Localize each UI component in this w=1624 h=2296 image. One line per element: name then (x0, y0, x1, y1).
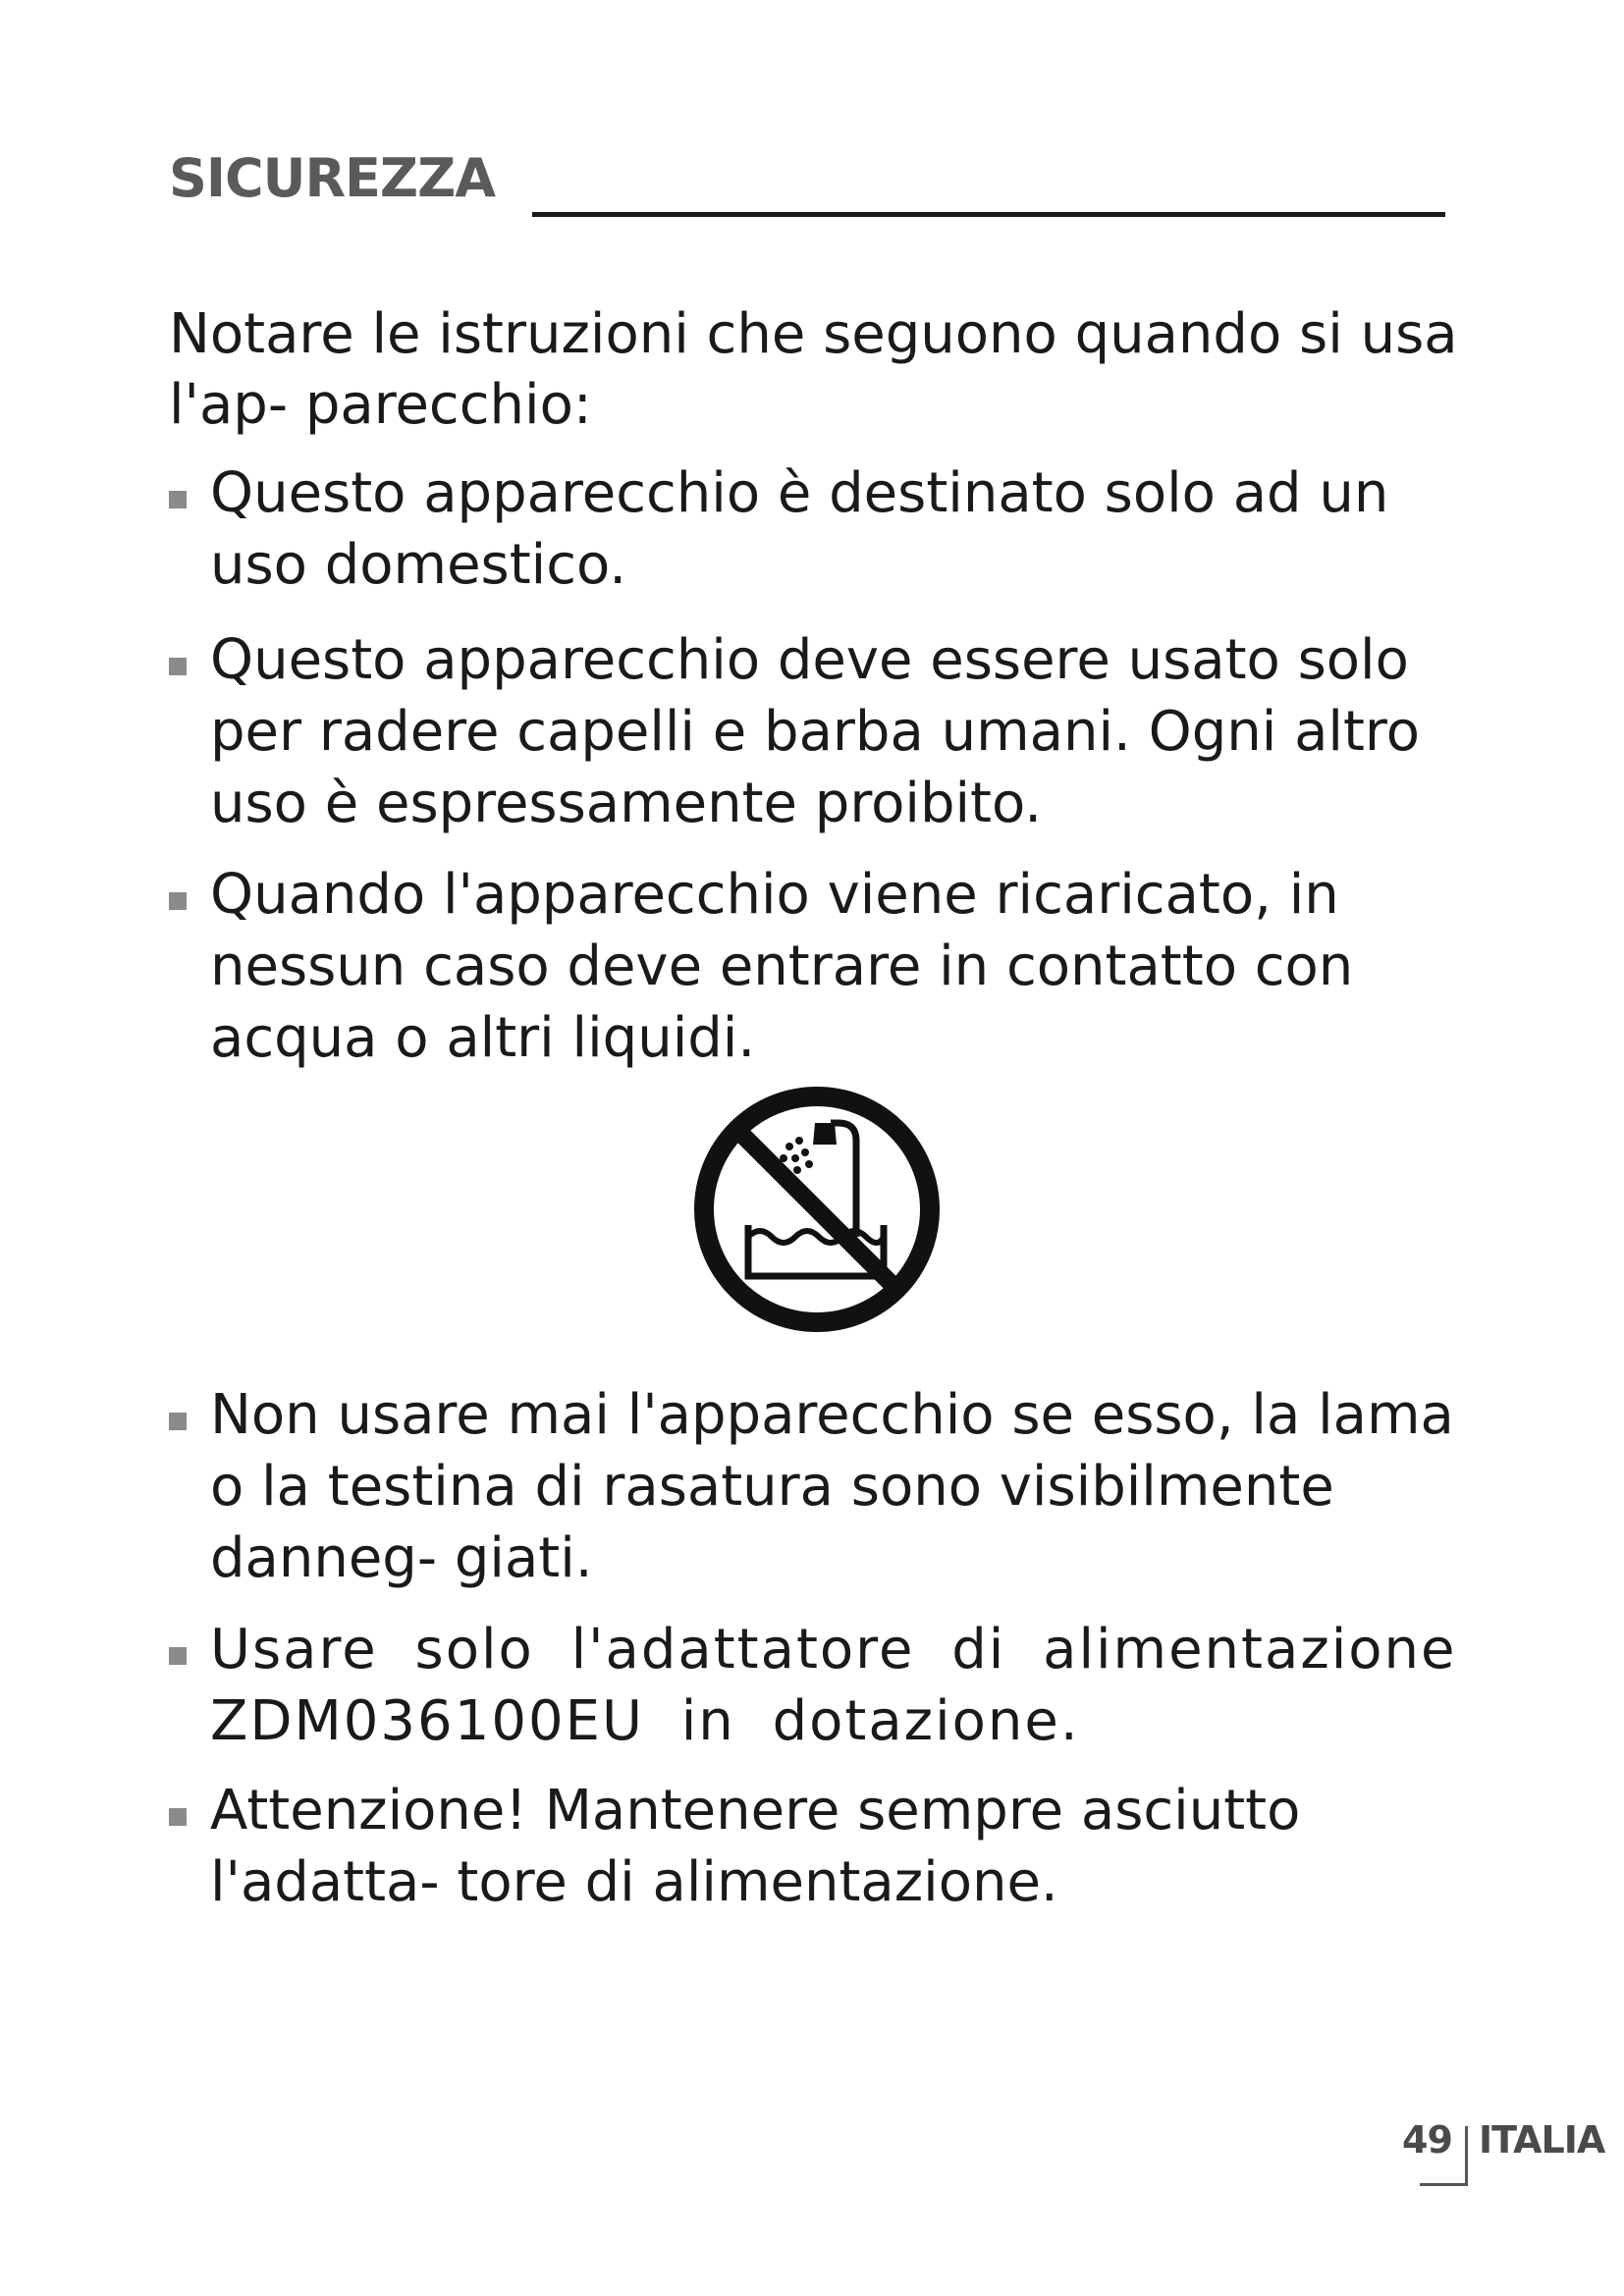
list-item (169, 1379, 1485, 1594)
intro-paragraph: Notare le istruzioni che seguono quando si usa l'ap- parecchio: (169, 302, 1458, 437)
no-water-contact-icon (687, 1080, 947, 1340)
list-item-text: Questo apparecchio è destinato solo ad un uso domestico. (210, 461, 1389, 597)
footer-corner-mark (1465, 2126, 1468, 2185)
footer-corner-mark-base (1420, 2183, 1468, 2186)
list-item (169, 1614, 1485, 1757)
list-item (169, 859, 1485, 1074)
section-heading-row (169, 147, 1445, 226)
list-item-text: Usare solo l'adattatore di alimentazione ZDM036100EU in dotazione. (210, 1618, 1457, 1753)
list-item-text: Non usare mai l'apparecchio se esso, la lama o la testina di rasatura sono visibilmente danneg- giati. (210, 1383, 1454, 1590)
list-item (169, 457, 1485, 601)
bullet-square-icon (169, 892, 187, 910)
page-footer (1402, 2118, 1605, 2197)
bullet-square-icon (169, 491, 187, 508)
footer-section-name: ITALIA (1479, 2118, 1605, 2162)
list-item (169, 624, 1485, 839)
section-heading: SICUREZZA (169, 147, 496, 209)
list-item-text: Quando l'apparecchio viene ricaricato, in nessun caso deve entrare in contatto con acqua o altri liquidi. (210, 863, 1354, 1070)
bullet-square-icon (169, 658, 187, 675)
list-item (169, 1775, 1485, 1918)
bullet-square-icon (169, 1808, 187, 1826)
bullet-square-icon (169, 1647, 187, 1665)
list-item-text: Attenzione! Mantenere sempre asciutto l'adatta- tore di alimentazione. (210, 1779, 1301, 1914)
heading-rule (532, 212, 1445, 217)
page-number: 49 (1402, 2118, 1452, 2162)
bullet-square-icon (169, 1413, 187, 1430)
list-item-text: Questo apparecchio deve essere usato solo per radere capelli e barba umani. Ogni altro uso è espressamente proibito. (210, 628, 1420, 835)
